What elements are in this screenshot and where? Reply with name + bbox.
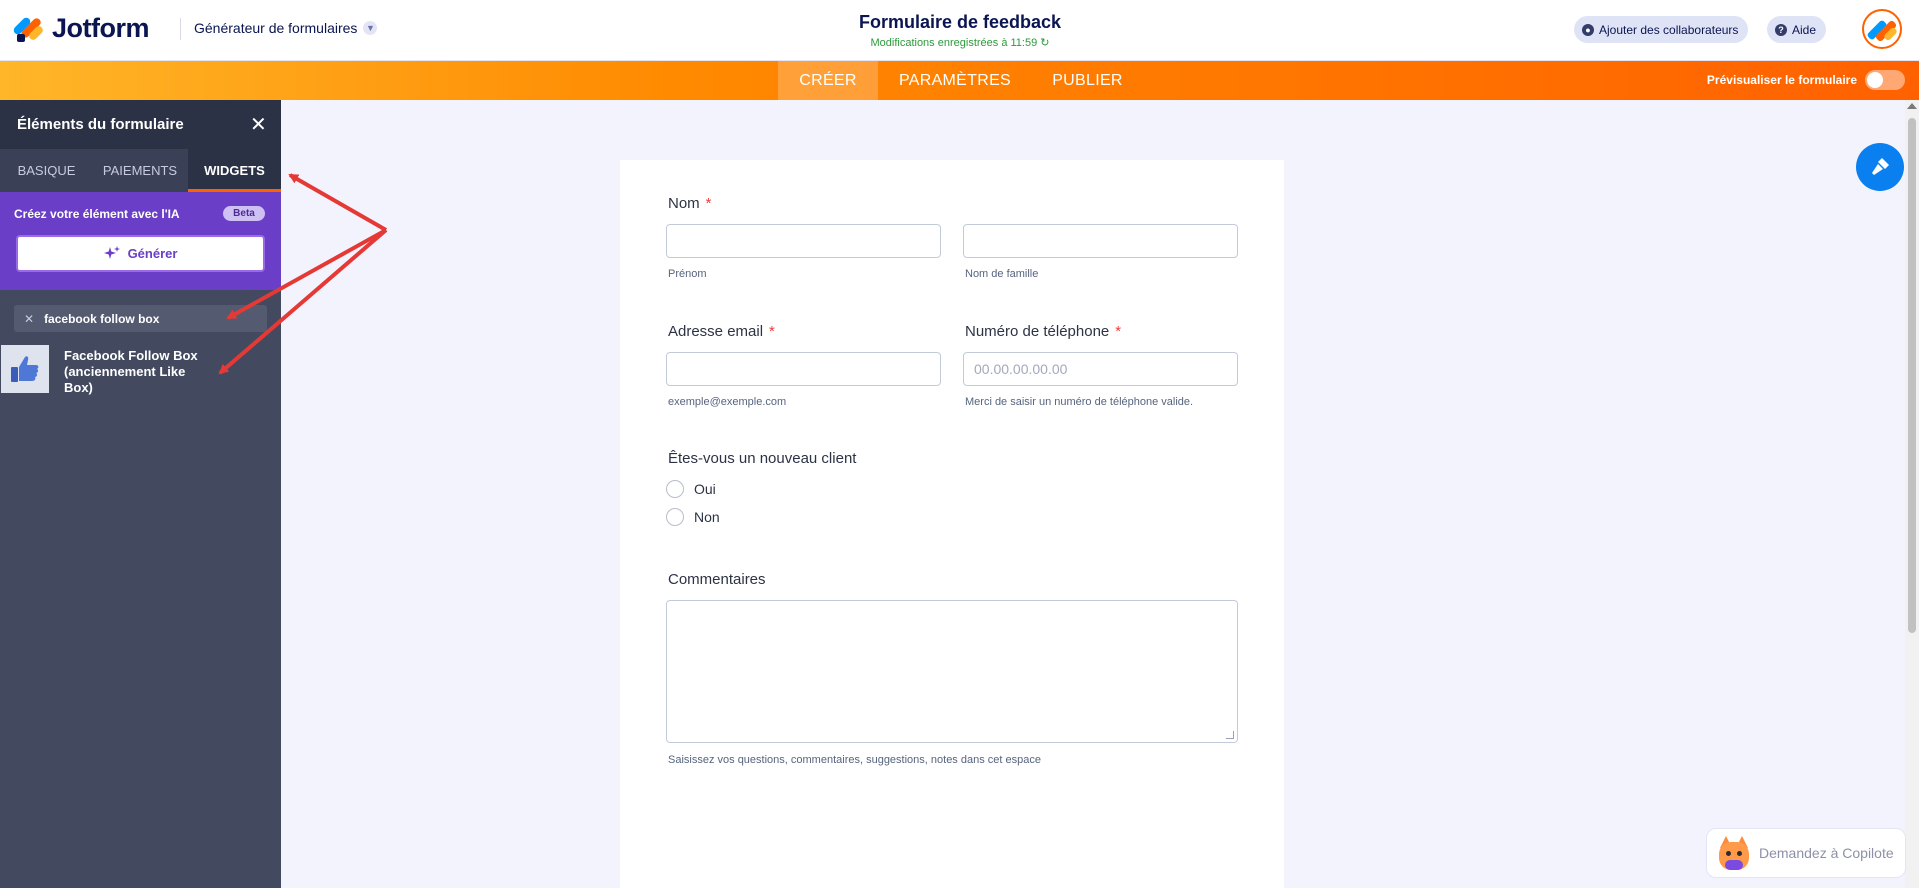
ai-element-panel <box>0 192 281 290</box>
help-label: Aide <box>1792 22 1817 37</box>
sidebar-tabs <box>0 149 281 192</box>
generate-button-label: Générer <box>127 246 178 261</box>
required-marker: * <box>769 323 775 340</box>
preview-toggle[interactable] <box>1865 70 1905 90</box>
tab-create[interactable]: CRÉER <box>778 61 878 100</box>
sidebar-title: Éléments du formulaire <box>17 116 184 133</box>
jotform-logo[interactable] <box>16 13 149 44</box>
refresh-icon: ↻ <box>1040 37 1050 49</box>
copilot-button[interactable] <box>1706 828 1906 878</box>
required-marker: * <box>1115 323 1122 340</box>
builder-menu-label: Générateur de formulaires <box>194 20 358 36</box>
form-canvas <box>620 160 1284 888</box>
paint-roller-icon <box>1868 155 1892 179</box>
search-value: facebook follow box <box>44 311 160 326</box>
builder-menu[interactable] <box>194 20 377 36</box>
tab-basic[interactable]: BASIQUE <box>17 163 76 178</box>
email-label <box>668 323 775 340</box>
generate-button[interactable] <box>16 235 265 272</box>
phone-sublabel: Merci de saisir un numéro de téléphone valide. <box>965 396 1194 408</box>
copilot-label: Demandez à Copilote <box>1759 845 1894 861</box>
widget-facebook-follow-box[interactable] <box>0 345 281 397</box>
form-title-area <box>760 12 1160 49</box>
form-designer-button[interactable] <box>1856 143 1904 191</box>
resize-handle-icon[interactable] <box>1226 731 1234 739</box>
builder-nav <box>0 61 1919 100</box>
close-icon[interactable]: ✕ <box>250 114 267 136</box>
help-icon: ? <box>1775 24 1787 36</box>
ai-panel-title: Créez votre élément avec l'IA <box>14 207 180 221</box>
new-client-label: Êtes-vous un nouveau client <box>668 450 857 467</box>
add-collaborators-button[interactable] <box>1574 16 1748 43</box>
chevron-down-icon: ▼ <box>363 21 377 35</box>
radio-label: Non <box>694 509 720 525</box>
email-field[interactable] <box>666 352 941 386</box>
beta-badge: Beta <box>223 206 265 221</box>
top-header <box>0 0 1919 61</box>
header-divider <box>180 18 181 40</box>
form-elements-sidebar <box>0 100 281 888</box>
phone-field[interactable]: 00.00.00.00.00 <box>963 352 1238 386</box>
phone-label-text: Numéro de téléphone <box>965 323 1110 340</box>
tab-settings[interactable]: PARAMÈTRES <box>898 72 1012 89</box>
scroll-up-icon[interactable] <box>1907 103 1917 109</box>
clear-search-icon[interactable]: ✕ <box>24 311 35 326</box>
comments-sublabel: Saisissez vos questions, commentaires, suggestions, notes dans cet espace <box>668 754 1041 766</box>
email-sublabel: exemple@exemple.com <box>668 396 787 408</box>
brand-name: Jotform <box>52 13 149 43</box>
tab-publish[interactable]: PUBLIER <box>1052 72 1123 89</box>
last-name-sublabel: Nom de famille <box>965 268 1039 280</box>
radio-option-yes[interactable] <box>666 480 716 498</box>
jotform-logo-icon <box>16 14 44 44</box>
radio-label: Oui <box>694 481 716 497</box>
name-label-text: Nom <box>668 195 700 212</box>
add-collaborators-label: Ajouter des collaborateurs <box>1599 22 1739 37</box>
required-marker: * <box>705 195 712 212</box>
scrollbar-thumb[interactable] <box>1908 118 1916 633</box>
form-title[interactable]: Formulaire de feedback <box>858 12 1062 32</box>
save-status <box>760 36 1160 49</box>
tab-widgets[interactable]: WIDGETS <box>188 149 281 192</box>
preview-toggle-group <box>1707 70 1905 90</box>
first-name-field[interactable] <box>666 224 941 258</box>
widget-label: Facebook Follow Box (anciennement Like Box) <box>64 348 198 395</box>
radio-button[interactable] <box>666 480 684 498</box>
first-name-sublabel: Prénom <box>668 268 707 280</box>
radio-button[interactable] <box>666 508 684 526</box>
comments-label: Commentaires <box>668 571 766 588</box>
avatar[interactable] <box>1862 9 1902 49</box>
thumbs-up-icon <box>1 345 49 393</box>
user-icon: ● <box>1582 24 1594 36</box>
sidebar-header <box>0 100 281 149</box>
save-status-text: Modifications enregistrées à 11:59 <box>870 37 1038 49</box>
phone-label <box>965 323 1121 340</box>
arrow-to-widgets-tab <box>290 175 386 230</box>
sparkle-icon <box>104 246 120 262</box>
last-name-field[interactable] <box>963 224 1238 258</box>
copilot-mascot-icon <box>1715 834 1753 872</box>
preview-label: Prévisualiser le formulaire <box>1706 73 1857 87</box>
name-label <box>668 195 712 212</box>
help-button[interactable] <box>1767 16 1826 43</box>
tab-payments[interactable]: PAIEMENTS <box>102 163 178 178</box>
radio-option-no[interactable] <box>666 508 720 526</box>
comments-textarea[interactable] <box>666 600 1238 743</box>
widget-search-input[interactable] <box>14 305 267 332</box>
email-label-text: Adresse email <box>668 323 764 340</box>
